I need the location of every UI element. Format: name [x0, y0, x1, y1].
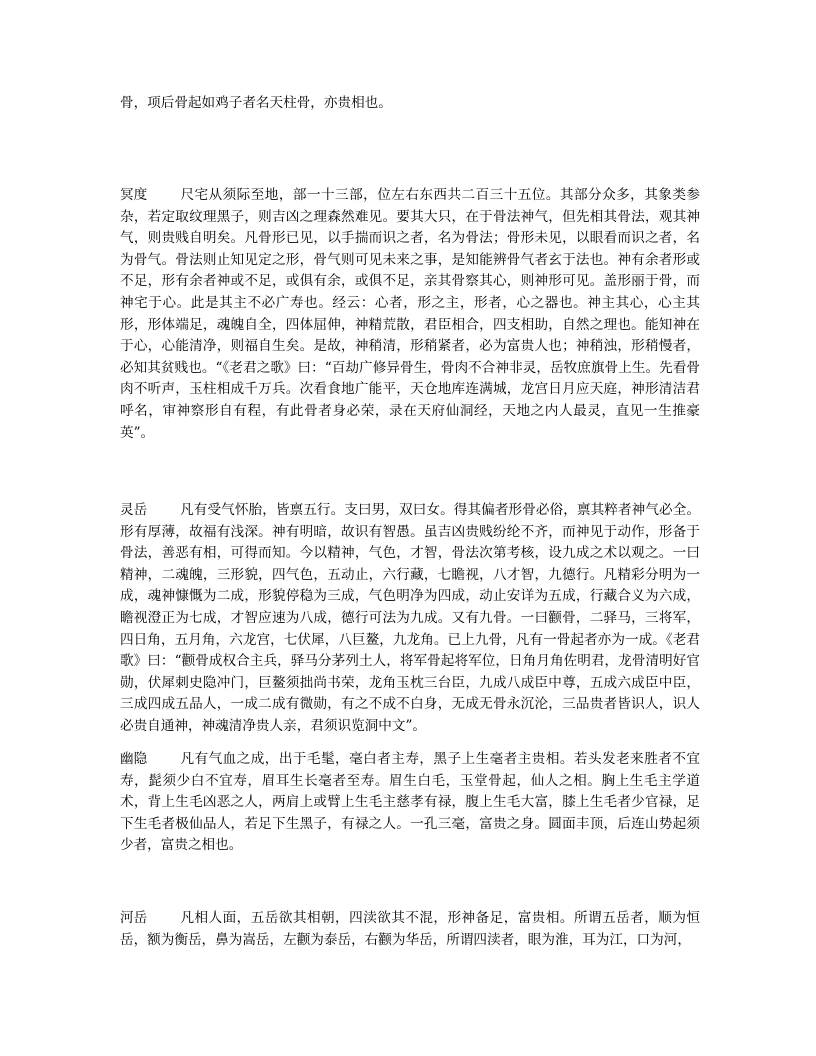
- section-lingyue: [120, 500, 700, 738]
- section-youyin: [120, 749, 700, 857]
- section-heading: 灵岳: [120, 502, 148, 518]
- section-text: 凡有气血之成，出于毛髦，毫白者主寿，黑子上生毫者主贵相。若头发老来胜者不宜寿，髭须少白不宜寿，眉耳生长毫者至寿。眉生白毛，玉堂骨起，仙人之相。胸上生毛主学道术，背上生毛凶恶之人，两肩上或臂上生毛主慈孝有禄，腹上生毛大富，膝上生毛者少官禄，足下生毛者极仙品人，若足下生黑子，有禄之人。一孔三毫，富贵之身。圆面丰顶，后连山势起须少者，富贵之相也。: [120, 751, 700, 854]
- section-heading: 幽隐: [120, 751, 148, 767]
- section-text: 骨，项后骨起如鸡子者名天柱骨，亦贵相也。: [120, 95, 392, 111]
- section-text: 凡有受气怀胎，皆禀五行。支曰男，双曰女。得其偏者形骨必俗，禀其粹者神气必全。形有厚薄，故福有浅深。神有明暗，故识有智愚。虽吉凶贵贱纷纶不齐，而神见于动作，形备于骨法，善恶有相，可得而知。今以精神，气色，才智，骨法次第考核，设九成之术以观之。一曰精神，二魂魄，三形貌，四气色，五动止，六行藏，七瞻视，八才智，九德行。凡精彩分明为一成，魂神慷慨为二成，形貌停稳为三成，气色明净为四成，动止安详为五成，行藏合义为六成，瞻视澄正为七成，才智应速为八成，德行可法为九成。又有九骨。一曰颧骨，二驿马，三将军，四日角，五月角，六龙宫，七伏犀，八巨鳌，九龙角。已上九骨，凡有一骨起者亦为一成。《老君歌》曰：“颧骨成权合主兵，驿马分茅列土人，将军骨起将军位，日角月角佐明君，龙骨清明好官勋，伏犀刺史隐冲门，巨鳌须拙尚书荣，龙角玉枕三台臣，九成八成臣中尊，五成六成臣中臣，三成四成五品人，一成二成有微勋，有之不成不白身，无成无骨永沉沦，三品贵者皆识人，识人必贵自通神，神魂清净贵人亲，君须识览洞中文”。: [120, 502, 700, 734]
- section-text: 凡相人面，五岳欲其相朝，四渎欲其不混，形神备足，富贵相。所谓五岳者，顺为恒岳，额为衡岳，鼻为嵩岳，左颧为泰岳，右颧为华岳，所谓四渎者，眼为淮，耳为江，口为河，: [120, 910, 700, 948]
- section-text: 尺宅从须际至地，部一十三部，位左右东西共二百三十五位。其部分众多，其象类参杂，若定取纹理黑子，则吉凶之理森然难见。要其大只，在于骨法神气，但先相其骨法，观其神气，则贵贱自明矣。凡骨形已见，以手揣而识之者，名为骨法；骨形未见，以眼看而识之者，名为骨气。骨法则止知见定之形，骨气则可见未来之事，是知能辨骨气者玄于法也。神有余者形或不足，形有余者神或不足，或俱有余，或俱不足，亲其骨察其心，则神形可见。盖形丽于骨，而神宅于心。此是其主不必广寿也。经云：心者，形之主，形者，心之器也。神主其心，心主其形，形体端足，魂魄自全，四体屈伸，神精荒散，君臣相合，四支相助，自然之理也。能知神在于心，心能清净，则福自生矣。是故，神稍清，形稍紧者，必为富贵人也；神稍浊，形稍慢者，必知其贫贱也。“《老君之歌》曰：“百劫广修异骨生，骨肉不合神非灵，岳牧庶旗骨上生。先看骨肉不听声，玉柱相成千万兵。次看食地广能平，天仓地库连满城，龙宫日月应天庭，神形清洁君呼名，审神察形自有程，有此骨者身必荣，录在天府仙洞经，天地之内人最灵，直见一生推豪英”。: [120, 187, 700, 441]
- section-fragment: [120, 93, 700, 115]
- section-mingdu: [120, 185, 700, 444]
- section-heading: 冥度: [120, 187, 148, 203]
- section-heyue: [120, 908, 700, 951]
- section-heading: 河岳: [120, 910, 148, 926]
